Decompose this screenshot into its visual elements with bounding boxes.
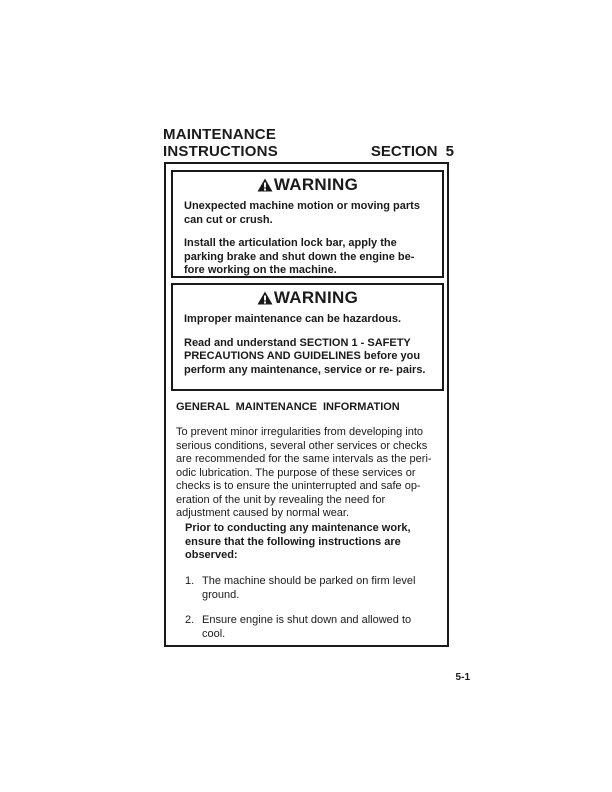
list-item (185, 614, 435, 641)
intro-paragraph: To prevent minor irregularities from developing into serious conditions, several other services or checks are recommended for the same intervals as the peri- odic lubrication. The purpose of these services or checks is to ensure the uninterrupted and safe op- eration of the unit by revealing the need for adjustment caused by normal wear. (176, 426, 432, 519)
list-item-number: 2. (185, 614, 195, 626)
list-item-text: Ensure engine is shut down and allowed to cool. (202, 614, 412, 640)
prior-note: Prior to conducting any maintenance work, ensure that the following instructions are observed: (185, 522, 411, 561)
warning-title (173, 176, 442, 194)
instruction-list (185, 575, 435, 653)
page-title (163, 126, 278, 160)
section-heading: GENERAL MAINTENANCE INFORMATION (176, 401, 400, 413)
warning-title (173, 289, 442, 307)
warning-box-motion (171, 170, 444, 278)
list-item-number: 1. (185, 575, 195, 587)
warning-box-maintenance (171, 283, 444, 391)
warning-text: Install the articulation lock bar, apply the parking brake and shut down the engine be- fore working on the machine. (184, 237, 415, 276)
warning-text: Unexpected machine motion or moving parts can cut or crush. (184, 200, 420, 226)
warning-text: Read and understand SECTION 1 - SAFETY PRECAUTIONS AND GUIDELINES before you perform any maintenance, service or re- pairs. (184, 336, 426, 376)
list-item-text: The machine should be parked on firm level ground. (202, 575, 416, 601)
warning-text: Improper maintenance can be hazardous. (184, 313, 402, 325)
content-frame (164, 162, 449, 647)
page-title-line2: INSTRUCTIONS (163, 143, 278, 160)
warning-title-text: WARNING (273, 175, 359, 194)
warning-title-text: WARNING (273, 288, 359, 307)
list-item (185, 575, 435, 602)
page-number: 5-1 (455, 672, 470, 683)
warning-triangle-icon (257, 178, 273, 192)
page-title-line1: MAINTENANCE (163, 126, 277, 143)
warning-triangle-icon (257, 291, 273, 305)
section-label: SECTION 5 (370, 143, 454, 160)
